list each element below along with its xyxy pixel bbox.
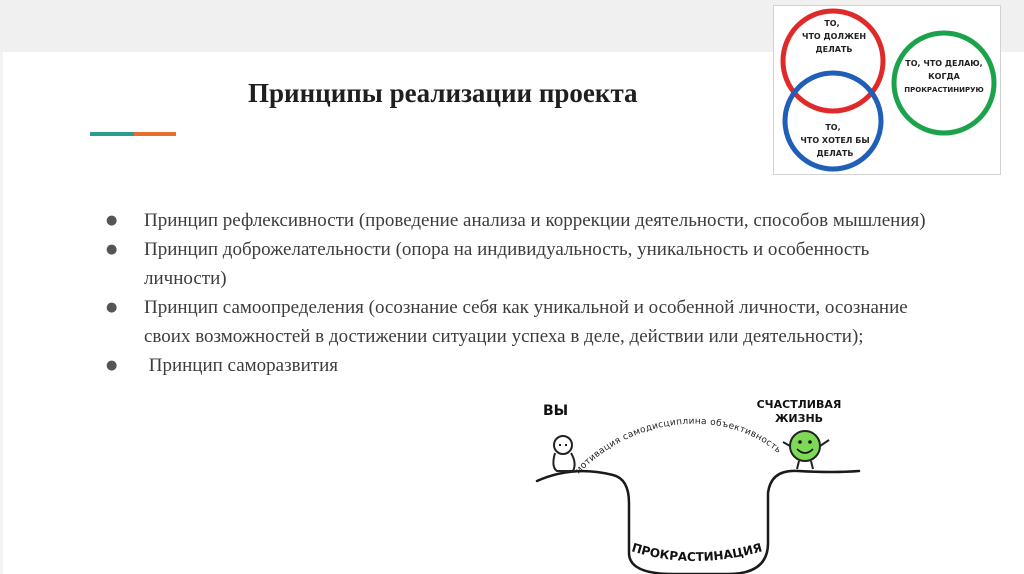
title-accent-orange: [134, 132, 176, 136]
happy-life-line: ЖИЗНЬ: [774, 412, 824, 425]
bullet-icon: ●: [106, 213, 118, 228]
venn-green-line: ПРОКРАСТИНИРУЮ: [904, 86, 984, 94]
svg-text:ПРОКРАСТИНАЦИЯ: [630, 540, 763, 564]
venn-red-line: ТО,: [824, 19, 840, 28]
bullet-icon: ●: [106, 358, 118, 373]
venn-green-line: КОГДА: [928, 72, 960, 81]
happy-life-line: СЧАСТЛИВАЯ: [756, 398, 842, 411]
list-item: [106, 235, 926, 293]
slide-title: Принципы реализации проекта: [248, 78, 638, 108]
list-item-text: Принцип саморазвития: [144, 355, 338, 376]
left-edge: [0, 52, 3, 574]
title-accent-teal: [90, 132, 134, 136]
venn-blue-line: ДЕЛАТЬ: [816, 149, 854, 158]
venn-green-line: ТО, ЧТО ДЕЛАЮ,: [905, 59, 983, 68]
venn-blue-line: ЧТО ХОТЕЛ БЫ: [800, 136, 870, 145]
venn-red-line: ЧТО ДОЛЖЕН: [801, 32, 867, 41]
stick-figure-you: [553, 436, 574, 471]
list-item: [106, 206, 926, 235]
list-item: [106, 293, 926, 351]
svg-text:мотивация самодисциплина объек: [573, 417, 783, 477]
procrastination-label: ПРОКРАСТИНАЦИЯ: [630, 540, 764, 565]
list-item-text: Принцип доброжелательности (опора на индивидуальность, уникальность и особенность личности): [144, 239, 870, 289]
list-item-text: Принцип рефлексивности (проведение анализа и коррекции деятельности, способов мышления): [144, 210, 926, 231]
green-circle: [894, 33, 994, 133]
principles-list: [106, 206, 926, 380]
you-label: ВЫ: [543, 403, 569, 419]
bridge-words: мотивация самодисциплина объективность: [573, 416, 784, 477]
list-item: [106, 351, 926, 380]
list-item-text: Принцип самоопределения (осознание себя как уникальной и особенной личности, осознание своих возможностей в достижении ситуации успеха в деле, действии или деятельности);: [144, 297, 908, 347]
venn-red-line: ДЕЛАТЬ: [815, 45, 853, 54]
venn-diagram: [773, 5, 1001, 175]
procrastination-comic: [533, 393, 863, 574]
happy-face-icon: [783, 431, 829, 469]
venn-blue-line: ТО,: [825, 123, 841, 132]
bullet-icon: ●: [106, 300, 118, 315]
bullet-icon: ●: [106, 242, 118, 257]
